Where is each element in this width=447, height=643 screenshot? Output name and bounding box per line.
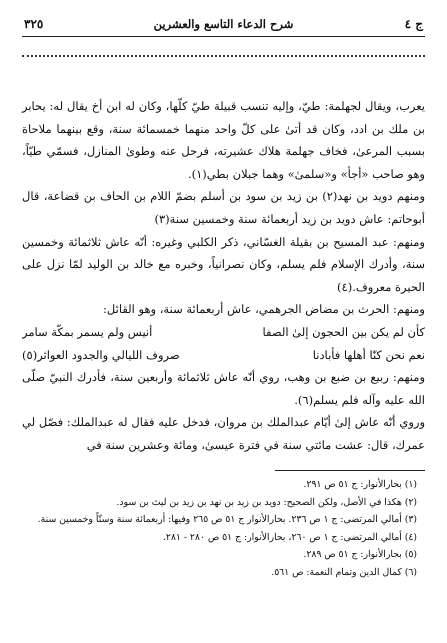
footnote: (٤) أمالي المرتضى: ج ١ ص ٢٦٠، بحارالأنوار: ج ٥١ ص ٢٨٠ - ٢٨١. xyxy=(162,531,417,543)
poem-verse xyxy=(22,344,425,367)
page-header xyxy=(24,14,423,34)
page-number: ٣٢٥ xyxy=(24,17,44,31)
poem xyxy=(22,321,425,366)
volume-label: ج ٤ xyxy=(404,17,423,31)
verse-second-hemistich: صروف الليالي والجدود العواثر(٥) xyxy=(22,347,180,362)
footnote: (١) بحارالأنوار: ج ٥١ ص ٢٩١. xyxy=(303,479,417,490)
paragraph: يعرب، ويقال لجهلمة: طيّ، وإليه تنسب قبيلة طيّ كلّها، وكان له ابن أخ يقال له: يحابر بن ملك بن ادد، وكان قد أتىٰ على كلّ واحد منهما خمسمائة سنة، وقع بينهما ملاحاة بسبب المرعىٰ، فخاف جهلمة هلاك عشيرته، فرحل عنه وطوىٰ المنازل، فسمّي طيّاً، وهو صاحب «أجأ» و«سلمىٰ» وهما جبلان بطي(١). xyxy=(22,99,425,181)
verse-second-hemistich: أنيس ولم يسمر بمكّة سامر xyxy=(22,324,153,339)
footnote: (٥) بحارالأنوار: ج ٥١ ص ٢٨٩. xyxy=(303,549,417,560)
footnote: (٣) أمالي المرتضى: ج ١ ص ٢٣٦. بحارالأنوار ج ٥١ ص ٢٦٥ وفيها: أربعمائة سنة وستّاً وخمسين سنة. xyxy=(37,514,417,525)
paragraph: ومنهم: الحرث بن مضاض الجرهمي، عاش أربعمائة سنة، وهو القائل: xyxy=(103,302,425,317)
dotted-separator xyxy=(22,55,425,67)
verse-first-hemistich: نعم نحن كنّا أهلها فأبادنا xyxy=(312,347,425,362)
main-text xyxy=(22,95,425,457)
header-rule xyxy=(22,36,425,37)
paragraph: ومنهم دويد بن نهد(٢) بن زيد بن سود بن أسلم بضمّ اللام بن الحاف بن قضاعة، قال أبوحاتم: عاش دويد بن زيد أربعمائة سنة وخمسين سنة(٣) xyxy=(22,189,426,226)
footnote-rule xyxy=(275,470,425,471)
footnote: (٢) هكذا في الأصل، ولكن الصحيح: دويد بن زيد بن نهد بن زيد بن ليث بن سود. xyxy=(116,496,417,508)
paragraph: ومنهم: عبد المسيح بن بقيلة الغسّاني، ذكر الكلبي وغيره: أنّه عاش ثلاثمائة وخمسين سنة، وأدرك الإسلام فلم يسلم، وكان نصرانياً، وخبره مع خالد بن الوليد لمّا نزل على الحيرة معروف.(٤) xyxy=(22,234,425,294)
running-title: شرح الدعاء التاسع والعشرين xyxy=(153,17,294,31)
paragraph: وروي أنّه عاش إلىٰ أيّام عبدالملك بن مروان، فدخل عليه فقال له عبدالملك: فصّل لي عمرك، قال: عشت مائتي سنة في فترة عيسىٰ، ومائة وعشرين سنة في xyxy=(22,415,425,452)
verse-first-hemistich: كأن لم يكن بين الحجون إلىٰ الصفا xyxy=(262,324,425,339)
paragraph: ومنهم: ربيع بن ضبع بن وهب، روي أنّه عاش ثلاثمائة وأربعين سنة، فأدرك النبيّ صلّى الله عليه وآله فلم يسلم(٦). xyxy=(22,370,425,407)
footnote: (٦) كمال الدين وتمام النعمة: ص ٥٦١. xyxy=(271,566,417,578)
footnotes xyxy=(22,476,417,581)
poem-verse xyxy=(22,321,425,344)
